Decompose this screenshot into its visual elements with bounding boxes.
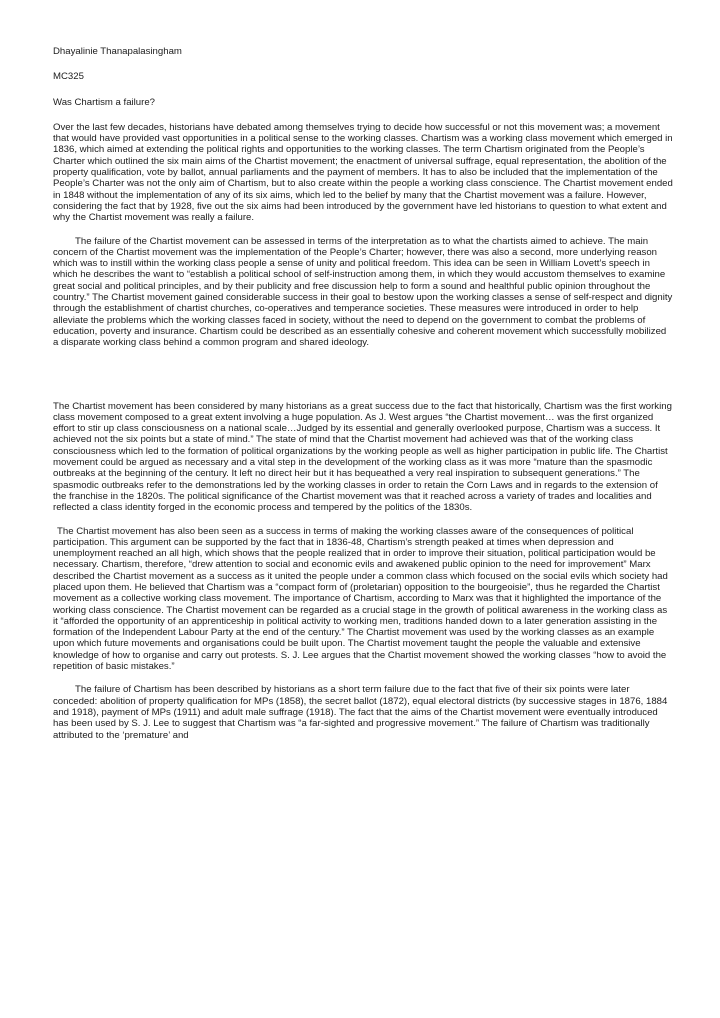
- section-gap: [53, 361, 673, 401]
- essay-title: Was Chartism a failure?: [53, 96, 156, 108]
- paragraph-political-participation: The Chartist movement has also been seen as a success in terms of making the working classes aware of the consequences of political participation. This argument can be supported by the fact that in 1836-48, Chartism’s strength peaked at times when depression and unemployment reached an all high, which shows that the people realized that in order to improve their situation, political participation would be necessary. Chartism, therefore, “drew attention to social and economic evils and awakened public opinion to the need for improvement” Marx described the Chartist movement as a success as it united the people under a common class which focused on the social evils which society had placed upon them. He believed that Chartism was a “compact form of (proletarian) opposition to the bourgeoisie”, thus he regarded the Chartist movement as a collective working class movement. The importance of Chartism, according to Marx was that it highlighted the importance of the working class conscience. The Chartist movement can be regarded as a crucial stage in the growth of political awareness in the working class as it “afforded the opportunity of an apprenticeship in political activity to working men, traditions handed down to a later generation assisting in the formation of the Independent Labour Party at the end of the century.” The Chartist movement was used by the working classes as an example upon which future movements and organisations could be built upon. The Chartist movement taught the people the valuable and extensive knowledge of how to organise and carry out protests. S. J. Lee argues that the Chartist movement showed the working classes “how to avoid the repetition of basic mistakes.”: [53, 525, 668, 673]
- paragraph-success-historians: The Chartist movement has been considered by many historians as a great success due to the fact that historically, Chartism was the first working class movement composed to a great extent involving a huge population. As J. West argues “the Chartist movement… was the first organized effort to stir up class consciousness on a national scale…Judged by its essential and generally overlooked purpose, Chartism was a success. It achieved not the six points but a state of mind.” The state of mind that the Chartist movement had achieved was that of the working class consciousness which led to the formation of political organizations by the working people as well as higher participation in public life. The Chartist movement could be argued as necessary and a vital step in the development of the working class as it was more “mature than the spasmodic outbreaks at the beginning of the century. It left no direct heir but it has bequeathed a very real inspiration to subsequent generations.” The spasmodic outbreaks refer to the demonstrations led by the working classes in order to retain the Corn Laws and in regards to the extension of the franchise in the 1820s. The political significance of the Chartist movement was that it reached across a variety of trades and localities and reflected a class identity forged in the economic process and tempered by the politics of the 1830s.: [53, 400, 672, 514]
- paragraph-short-term-failure: The failure of Chartism has been described by historians as a short term failure due to the fact that five of their six points were later conceded: abolition of property qualification for MPs (1858), the secret ballot (1872), equal electoral districts (by successive stages in 1876, 1884 and 1918), payment of MPs (1911) and adult male suffrage (1918). The fact that the aims of the Chartist movement were eventually introduced has been used by S. J. Lee to suggest that Chartism was “a far-sighted and progressive movement.” The failure of Chartism was traditionally attributed to the ‘premature’ and: [53, 684, 668, 741]
- author-name: Dhayalinie Thanapalasingham: [53, 46, 182, 57]
- paragraph-failure-assessment: The failure of the Chartist movement can be assessed in terms of the interpretation as to what the chartists aimed to achieve. The main concern of the Chartist movement was the implementation of the People’s Charter; however, there was also a second, more underlying reason which was to instill within the working class people a sense of unity and political freedom. This idea can be seen in William Lovett’s speech in which he describes the want to “establish a political school of self-instruction among them, in which they would accustom themselves to examine great social and political principles, and by their publicity and free discussion help to form a sound and healthful public opinion throughout the country.” The Chartist movement gained considerable success in their goal to bestow upon the working classes a sense of self-respect and dignity through the establishment of chartist churches, co-operatives and temperance societies. These measures were introduced in order to help alleviate the problems which the working classes faced in society, without the need to depend on the government to combat the problems of education, poverty and insurance. Chartism could be described as an essentially cohesive and coherent movement which successfully mobilized a disparate working class behind a common program and shared ideology.: [53, 235, 673, 349]
- module-code: MC325: [53, 71, 84, 83]
- document-body: [53, 46, 673, 753]
- paragraph-intro: Over the last few decades, historians have debated among themselves trying to decide how successful or not this movement was; a movement that would have provided vast opportunities in a political sense to the working classes. Chartism was a working class movement which emerged in 1836, which aimed at extending the political rights and opportunities to the working classes. The term Chartism originated from the People’s Charter which outlined the six main aims of the Chartist movement; the enactment of universal suffrage, equal representation, the abolition of the property qualification, vote by ballot, annual parliaments and the payment of members. It has to also be included that the implementation of the People’s Charter was not the only aim of Chartism, but to also create within the people a working class conscience. The Chartist movement ended in 1848 without the implementation of any of its six aims, which led to the belief by many that the Chartist movement was a failure. However, considering the fact that by 1928, five out the six aims had been introduced by the government have led historians to question to what extent and why the Chartist movement was really a failure.: [53, 121, 673, 224]
